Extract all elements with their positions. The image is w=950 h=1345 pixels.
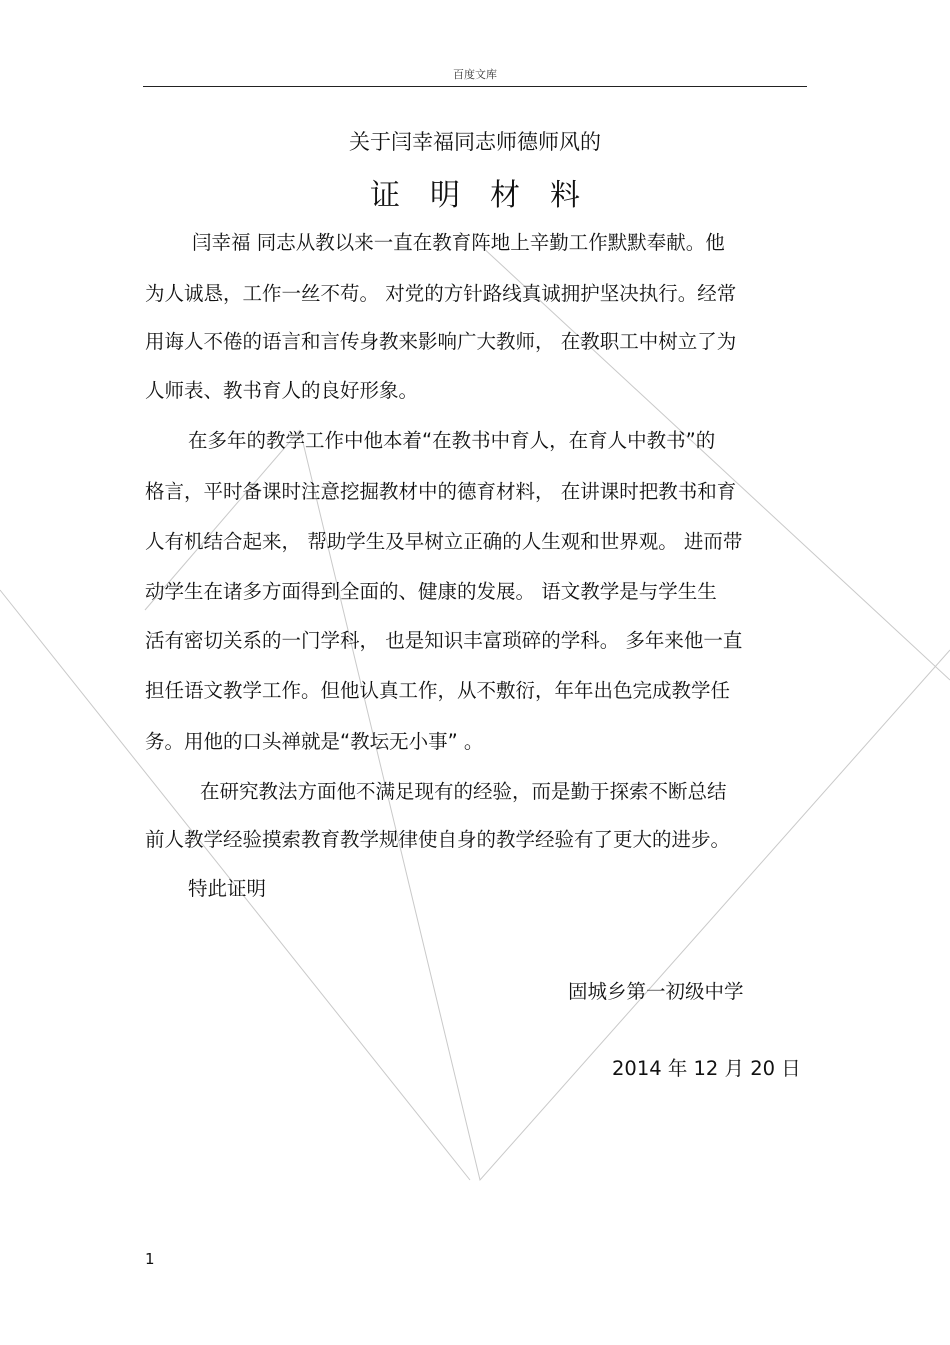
body-line: 担任语文教学工作。但他认真工作，从不敷衍，年年出色完成教学任 <box>145 679 731 702</box>
document-subtitle: 关于闫幸福同志师德师风的 <box>349 130 601 154</box>
body-line: 闫幸福 同志从教以来一直在教育阵地上辛勤工作默默奉献。他 <box>192 231 725 254</box>
body-line: 为人诚恳，工作一丝不苟。 对党的方针路线真诚拥护坚决执行。经常 <box>145 282 737 305</box>
header-text: 百度文库 <box>453 68 497 81</box>
body-line: 在多年的教学工作中他本着“在教书中育人，在育人中教书”的 <box>188 429 716 452</box>
school-name: 固城乡第一初级中学 <box>568 980 744 1003</box>
body-line: 在研究教法方面他不满足现有的经验，而是勤于探索不断总结 <box>200 780 727 803</box>
body-line: 前人教学经验摸索教育教学规律使自身的教学经验有了更大的进步。 <box>145 828 731 851</box>
body-line: 务。用他的口头禅就是“教坛无小事” 。 <box>145 730 484 753</box>
body-line: 格言，平时备课时注意挖掘教材中的德育材料， 在讲课时把教书和育 <box>145 480 737 503</box>
closing-line: 特此证明 <box>188 877 267 900</box>
document-date: 2014 年 12 月 20 日 <box>612 1057 801 1080</box>
page-number: 1 <box>145 1250 155 1268</box>
body-line: 用诲人不倦的语言和言传身教来影响广大教师， 在教职工中树立了为 <box>145 330 737 353</box>
body-line: 活有密切关系的一门学科， 也是知识丰富琐碎的学科。 多年来他一直 <box>145 629 743 652</box>
body-line: 动学生在诸多方面得到全面的、健康的发展。 语文教学是与学生生 <box>145 580 717 603</box>
document-title: 证明材料 <box>370 178 610 213</box>
body-line: 人师表、教书育人的良好形象。 <box>145 379 419 402</box>
header-divider <box>143 86 807 87</box>
body-line: 人有机结合起来， 帮助学生及早树立正确的人生观和世界观。 进而带 <box>145 530 743 553</box>
